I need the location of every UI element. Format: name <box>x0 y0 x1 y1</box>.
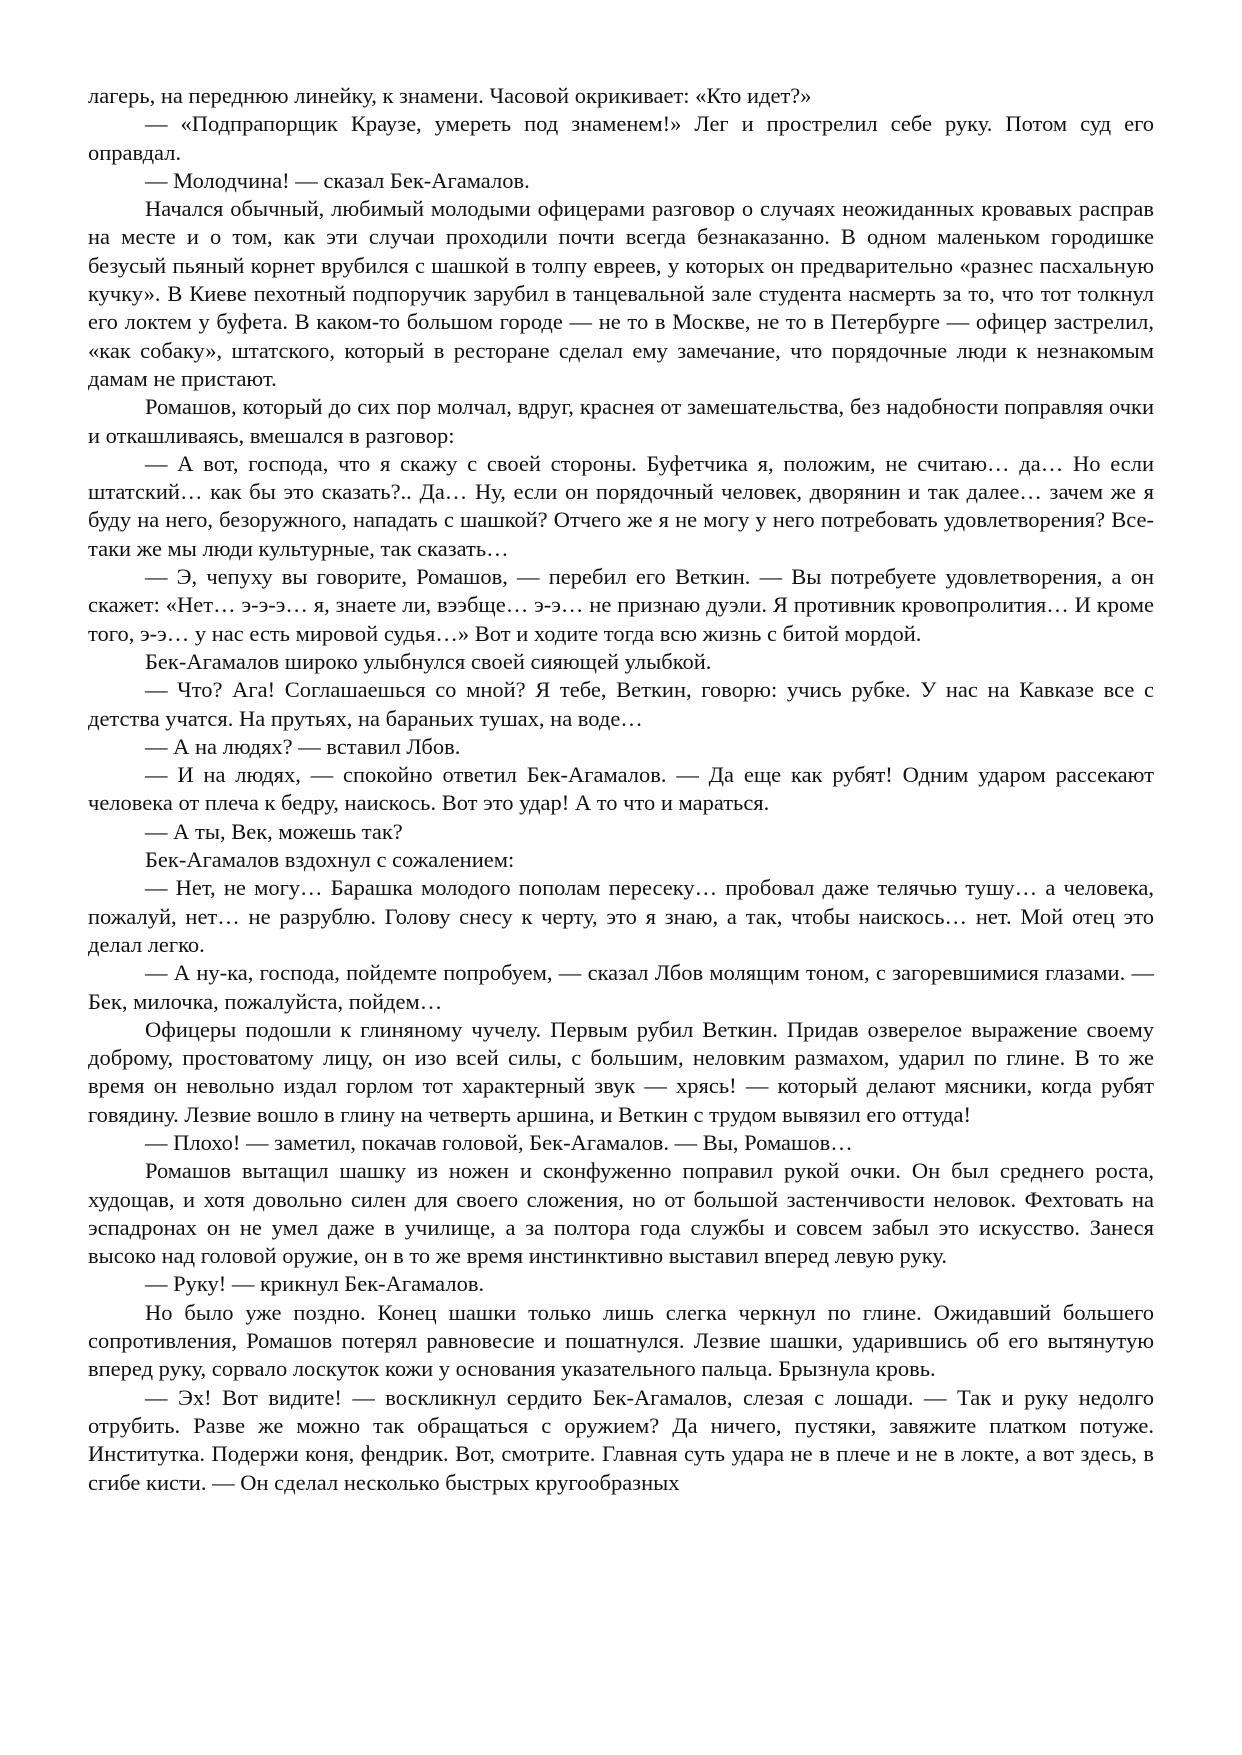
paragraph-15: — А ну-ка, господа, пойдемте попробуем, — сказал Лбов молящим тоном, с загоревшимися глазами. — Бек, милочка, пожалуйста, пойдем… <box>88 960 1154 1014</box>
paragraph-8: Бек-Агамалов широко улыбнулся своей сияющей улыбкой. <box>145 648 712 674</box>
paragraph-16: Офицеры подошли к глиняному чучелу. Первым рубил Веткин. Придав озверелое выражение своему доброму, простоватому лицу, он изо всей силы, с большим, неловким размахом, ударил по глине. В то же время он невольно издал горлом тот характерный звук — хрясь! — который делают мясники, когда рубят говядину. Лезвие вошло в глину на четверть аршина, и Веткин с трудом вывязил его оттуда! <box>88 1016 1154 1127</box>
paragraph-11: — И на людях, — спокойно ответил Бек-Агамалов. — Да еще как рубят! Одним ударом рассекают человека от плеча к бедру, наискось. Вот это удар! А то что и мараться. <box>88 762 1154 816</box>
paragraph-14: — Нет, не могу… Барашка молодого пополам пересеку… пробовал даже телячью тушу… а человека, пожалуй, нет… не разрублю. Голову снесу к черту, это я знаю, а так, чтобы наискось… нет. Мой отец это делал легко. <box>88 875 1154 957</box>
paragraph-20: Но было уже поздно. Конец шашки только лишь слегка черкнул по глине. Ожидавший большего сопротивления, Ромашов потерял равновесие и пошатнулся. Лезвие шашки, ударившись об его вытянутую вперед руку, сорвало лоскуток кожи у основания указательного пальца. Брызнула кровь. <box>88 1299 1154 1382</box>
paragraph-9: — Что? Ага! Соглашаешься со мной? Я тебе, Веткин, говорю: учись рубке. У нас на Кавказе все с детства учатся. На прутьях, на бараньих тушах, на воде… <box>88 677 1154 731</box>
paragraph-2: — «Подпрапорщик Краузе, умереть под знаменем!» Лег и прострелил себе руку. Потом суд его оправдал. <box>88 111 1154 165</box>
paragraph-1: лагерь, на переднюю линейку, к знамени. Часовой окрикивает: «Кто идет?» <box>88 83 812 108</box>
paragraph-5: Ромашов, который до сих пор молчал, вдруг, краснея от замешательства, без надобности поправляя очки и откашливаясь, вмешался в разговор: <box>88 394 1154 448</box>
paragraph-10: — А на людях? — вставил Лбов. <box>145 733 461 759</box>
paragraph-17: — Плохо! — заметил, покачав головой, Бек-Агамалов. — Вы, Ромашов… <box>145 1129 853 1155</box>
paragraph-13: Бек-Агамалов вздохнул с сожалением: <box>145 847 515 873</box>
paragraph-21: — Эх! Вот видите! — воскликнул сердито Бек-Агамалов, слезая с лошади. — Так и руку недолго отрубить. Разве же можно так обращаться с оружием? Да ничего, пустяки, завяжите платком потуже. Институтка. Подержи коня, фендрик. Вот, смотрите. Главная суть удара не в плече и не в локте, а вот здесь, в сгибе кисти. — Он сделал несколько быстрых кругообразных <box>88 1384 1154 1495</box>
paragraph-18: Ромашов вытащил шашку из ножен и сконфуженно поправил рукой очки. Он был среднего роста, худощав, и хотя довольно силен для своего сложения, но от большой застенчивости неловок. Фехтовать на эспадронах он не умел даже в училище, а за полтора года службы и совсем забыл это искусство. Занеся высоко над головой оружие, он в то же время инстинктивно выставил вперед левую руку. <box>88 1158 1154 1269</box>
paragraph-12: — А ты, Век, можешь так? <box>145 818 403 844</box>
document-page <box>88 82 1154 1497</box>
paragraph-7: — Э, чепуху вы говорите, Ромашов, — перебил его Веткин. — Вы потребуете удовлетворения, а он скажет: «Нет… э-э-э… я, знаете ли, вээбще… э-э… не признаю дуэли. Я противник кровопролития… И кроме того, э-э… у нас есть мировой судья…» Вот и ходите тогда всю жизнь с битой мордой. <box>88 564 1154 646</box>
paragraph-6: — А вот, господа, что я скажу с своей стороны. Буфетчика я, положим, не считаю… да… Но если штатский… как бы это сказать?.. Да… Ну, если он порядочный человек, дворянин и так далее… зачем же я буду на него, безоружного, нападать с шашкой? Отчего же я не могу у него потребовать удовлетворения? Все-таки же мы люди культурные, так сказать… <box>88 450 1154 561</box>
paragraph-3: — Молодчина! — сказал Бек-Агамалов. <box>145 167 530 193</box>
paragraph-19: — Руку! — крикнул Бек-Агамалов. <box>145 1271 485 1297</box>
paragraph-4: Начался обычный, любимый молодыми офицерами разговор о случаях неожиданных кровавых расправ на месте и о том, как эти случаи проходили почти всегда безнаказанно. В одном маленьком городишке безусый пьяный корнет врубился с шашкой в толпу евреев, у которых он предварительно «разнес пасхальную кучку». В Киеве пехотный подпоручик зарубил в танцевальной зале студента насмерть за то, что тот толкнул его локтем у буфета. В каком-то большом городе — не то в Москве, не то в Петербурге — офицер застрелил, «как собаку», штатского, который в ресторане сделал ему замечание, что порядочные люди к незнакомым дамам не пристают. <box>88 196 1154 391</box>
